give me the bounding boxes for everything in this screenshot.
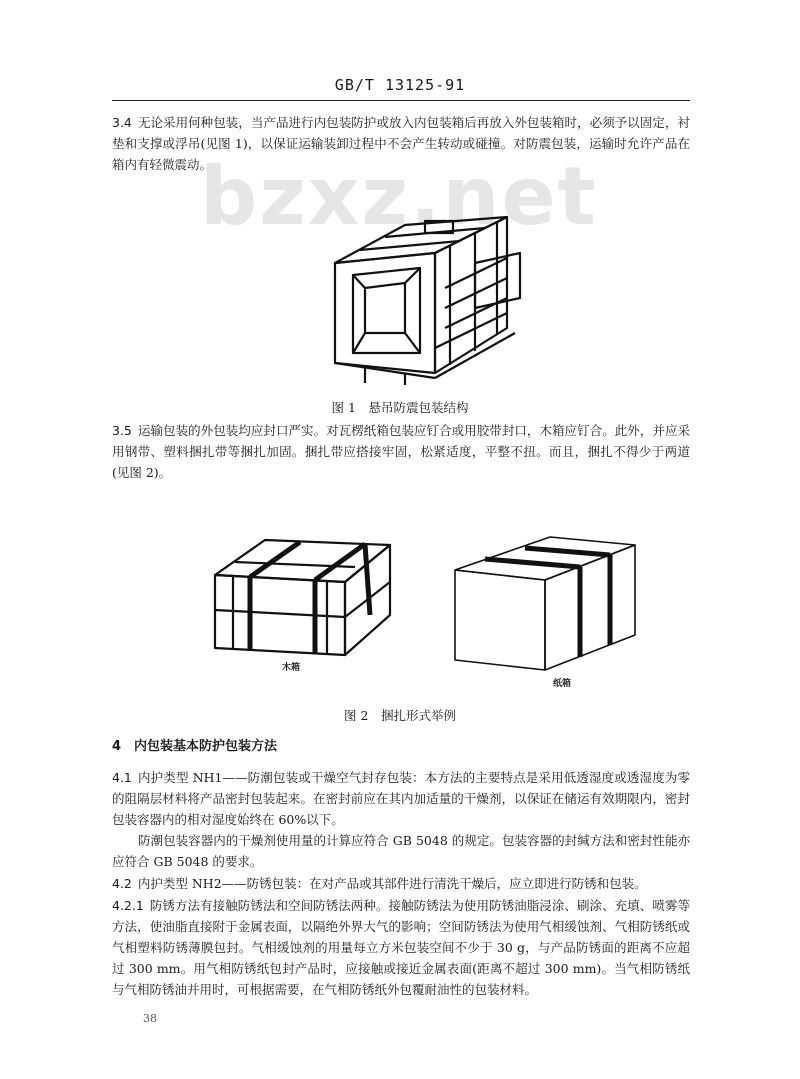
standard-code-header: GB/T 13125-91 xyxy=(334,76,466,94)
clause-number: 3.5 xyxy=(112,423,132,438)
figure-2-wood-crate-drawing xyxy=(205,520,400,660)
clause-4-2 xyxy=(112,873,690,894)
clause-number: 4.2 xyxy=(112,876,132,891)
wood-crate-label: 木箱 xyxy=(282,663,301,673)
figure-1-crate-drawing xyxy=(325,213,530,388)
clause-3-5 xyxy=(112,420,690,483)
clause-text: 防锈方法有接触防锈法和空间防锈法两种。接触防锈法为使用防锈油脂浸涂、刷涂、充填、喷雾等方法，使油脂直接附于金属表面，以隔绝外界大气的影响；空间防锈法为使用气相缓蚀剂、气相防锈纸或气相塑料防锈薄膜包封。气相缓蚀剂的用量每立方米包装空间不少于 30 g，与产品防锈面的距离不应超过 300 mm。用气相防锈纸包封产品时，应接触或接近金属表面(距离不超过 300 mm)。当气相防锈纸与气相防锈油并用时，可根据需要，在气相防锈纸外包覆耐油性的包装材料。 xyxy=(112,898,690,997)
watermark: bzxz.net xyxy=(200,150,598,243)
figure-1-caption: 图 1 悬吊防震包装结构 xyxy=(331,400,469,415)
clause-text: 内护类型 NH2——防锈包装：在对产品或其部件进行清洗干燥后，应立即进行防锈和包装。 xyxy=(137,876,647,891)
header-divider xyxy=(112,100,690,101)
clause-4-1 xyxy=(112,767,690,830)
clause-text: 无论采用何种包装，当产品进行内包装防护或放入内包装箱后再放入外包装箱时，必须予以固定，衬垫和支撑或浮吊(见图 1)，以保证运输装卸过程中不会产生转动或碰撞。对防震包装，运输时允许产品在箱内有轻微震动。 xyxy=(112,115,690,172)
clause-4-1-continuation: 防潮包装容器内的干燥剂使用量的计算应符合 GB 5048 的规定。包装容器的封缄方法和密封性能亦应符合 GB 5048 的要求。 xyxy=(112,833,690,869)
clause-number: 3.4 xyxy=(112,115,132,130)
clause-text: 内护类型 NH1——防潮包装或干燥空气封存包装：本方法的主要特点是采用低透湿度或透湿度为零的阻隔层材料将产品密封包装起来。在密封前应在其内加适量的干燥剂，以保证在储运有效期限内，密封包装容器内的相对湿度始终在 60%以下。 xyxy=(112,770,690,827)
section-4-heading: 4 内包装基本防护包装方法 xyxy=(112,739,278,754)
figure-2-caption: 图 2 捆扎形式举例 xyxy=(344,708,456,723)
clause-3-4 xyxy=(112,112,690,175)
clause-number: 4.1 xyxy=(112,770,132,785)
page-number: 38 xyxy=(143,1012,157,1025)
clause-4-2-1 xyxy=(112,895,690,1000)
carton-label: 纸箱 xyxy=(553,679,572,689)
clause-text: 运输包装的外包装均应封口严实。对瓦楞纸箱包装应钉合或用胶带封口，木箱应钉合。此外，并应采用钢带、塑料捆扎带等捆扎加固。捆扎带应搭接牢固，松紧适度，平整不扭。而且，捆扎不得少于两道(见图 2)。 xyxy=(112,423,690,480)
clause-number: 4.2.1 xyxy=(112,898,144,913)
figure-2-carton-drawing xyxy=(450,535,640,675)
